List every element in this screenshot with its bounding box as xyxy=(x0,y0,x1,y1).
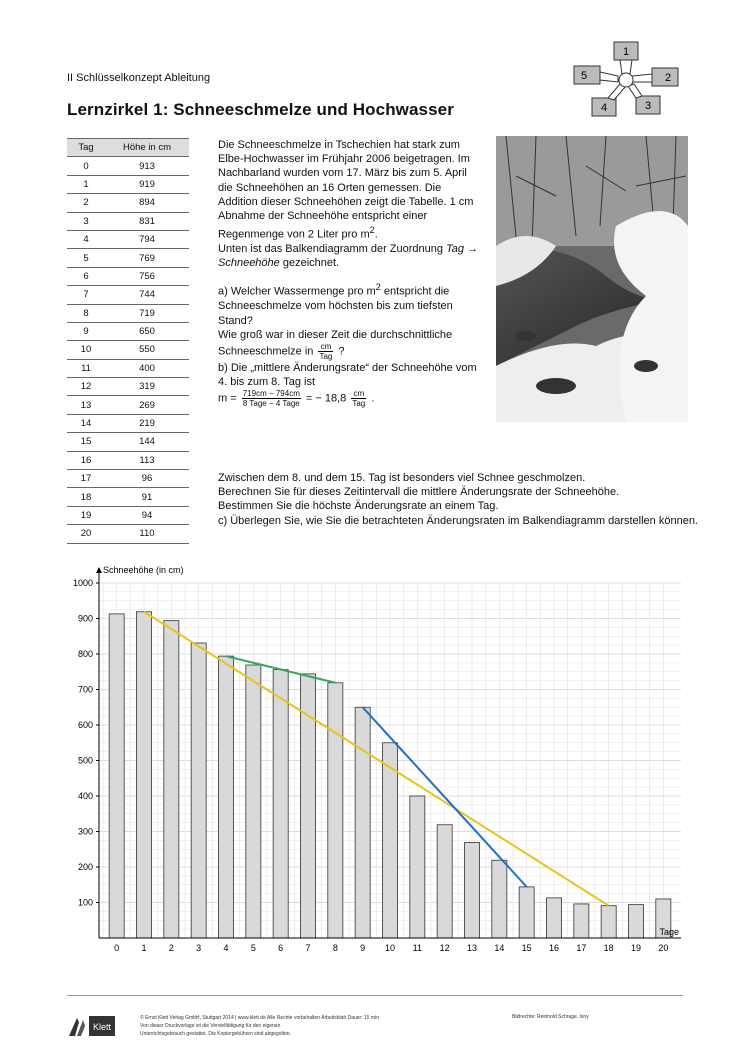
table-cell-height: 919 xyxy=(105,175,189,193)
table-row xyxy=(67,359,189,377)
table-cell-tag: 17 xyxy=(67,470,105,488)
bar-day-14 xyxy=(492,860,507,938)
bar-day-1 xyxy=(136,612,151,938)
table-row xyxy=(67,175,189,193)
x-tick-label: 12 xyxy=(439,943,450,953)
x-tick-label: 4 xyxy=(223,943,229,953)
bar-day-10 xyxy=(382,743,397,938)
table-cell-height: 91 xyxy=(105,488,189,506)
y-tick-label: 500 xyxy=(77,755,93,766)
table-cell-tag: 18 xyxy=(67,488,105,506)
bar-day-4 xyxy=(218,656,233,938)
x-tick-label: 9 xyxy=(360,943,366,953)
table-row xyxy=(67,341,189,359)
bar-day-2 xyxy=(164,621,179,938)
table-row xyxy=(67,212,189,230)
table-cell-tag: 3 xyxy=(67,212,105,230)
x-tick-label: 0 xyxy=(114,943,120,953)
table-cell-tag: 1 xyxy=(67,175,105,193)
table-cell-height: 94 xyxy=(105,506,189,524)
y-tick-label: 300 xyxy=(77,826,93,837)
table-row xyxy=(67,194,189,212)
y-tick-label: 800 xyxy=(77,649,93,659)
bar-day-11 xyxy=(410,796,425,938)
bar-day-6 xyxy=(273,670,288,938)
table-cell-height: 756 xyxy=(105,267,189,285)
table-cell-height: 219 xyxy=(105,414,189,432)
table-cell-tag: 6 xyxy=(67,267,105,285)
table-row xyxy=(67,488,189,506)
table-cell-tag: 4 xyxy=(67,230,105,248)
y-axis-label: Schneehöhe (in cm) xyxy=(103,565,184,575)
table-cell-tag: 11 xyxy=(67,359,105,377)
table-row xyxy=(67,470,189,488)
snowy-stream-photo xyxy=(496,136,688,422)
table-row xyxy=(67,267,189,285)
table-row xyxy=(67,414,189,432)
x-tick-label: 14 xyxy=(494,943,505,953)
table-cell-height: 719 xyxy=(105,304,189,322)
x-tick-label: 7 xyxy=(305,943,311,953)
table-row xyxy=(67,322,189,340)
table-cell-height: 550 xyxy=(105,341,189,359)
table-cell-tag: 10 xyxy=(67,341,105,359)
snow-height-table xyxy=(67,138,189,544)
table-header-tag: Tag xyxy=(67,139,105,157)
table-cell-tag: 15 xyxy=(67,433,105,451)
bar-day-0 xyxy=(109,614,124,938)
table-row xyxy=(67,286,189,304)
badge-number-4: 4 xyxy=(600,102,608,114)
table-row xyxy=(67,451,189,469)
task-b: b) Die „mittlere Änderungsrate“ der Schneehöhe vom 4. bis zum 8. Tag ist xyxy=(218,361,477,389)
table-cell-height: 769 xyxy=(105,249,189,267)
table-cell-tag: 0 xyxy=(67,157,105,175)
table-row xyxy=(67,249,189,267)
table-row xyxy=(67,433,189,451)
table-cell-tag: 7 xyxy=(67,286,105,304)
task-continuation: Zwischen dem 8. und dem 15. Tag ist besonders viel Schnee geschmolzen. Berechnen Sie für dieses Zeitintervall die mittlere Änderungsrate der Schneehöhe. Bestimmen Sie die höchste Änderungsrate an einem Tag. c) Überlegen Sie, wie Sie die betrachteten Änderungsraten im Balkendiagramm darstellen können. xyxy=(218,472,698,527)
rate-fraction: $\frac{719cm - 794cm}{\text{8 Tage − 4 Tage}}$ xyxy=(242,389,300,409)
table-cell-height: 831 xyxy=(105,212,189,230)
x-tick-label: 8 xyxy=(332,943,338,953)
table-cell-tag: 19 xyxy=(67,506,105,524)
bar-day-12 xyxy=(437,825,452,938)
x-tick-label: 15 xyxy=(521,943,532,953)
x-axis-label: Tage xyxy=(659,927,679,937)
y-tick-label: 600 xyxy=(77,720,93,730)
table-cell-tag: 13 xyxy=(67,396,105,414)
bar-day-13 xyxy=(464,843,479,938)
badge-number-5: 5 xyxy=(580,70,588,82)
bar-day-17 xyxy=(574,904,589,938)
x-tick-label: 20 xyxy=(658,943,669,953)
footer-copyright: © Ernst Klett Verlag GmbH, Stuttgart 2014 | www.klett.de Alle Rechte vorbehalten Arbeitsblatt Dauer: 15 min Von dieser Druckvorlage ist die Vervielfältigung für den eigenen Unterrichtsgebrauch gestattet. Die Kopiergebühren sind abgegolten. xyxy=(140,1015,379,1037)
table-row xyxy=(67,230,189,248)
rate-unit-fraction: $\frac{cm}{\text{Tag}}$ xyxy=(352,389,366,409)
x-tick-label: 5 xyxy=(250,943,256,953)
table-cell-height: 894 xyxy=(105,194,189,212)
table-cell-tag: 12 xyxy=(67,378,105,396)
table-cell-tag: 8 xyxy=(67,304,105,322)
table-header-height: Höhe in cm xyxy=(105,139,189,157)
x-tick-label: 18 xyxy=(603,943,614,953)
unit-fraction: $\frac{cm}{\text{Tag}}$ xyxy=(319,341,333,361)
x-tick-label: 11 xyxy=(412,943,423,953)
table-row xyxy=(67,304,189,322)
footer-image-credit: Bildrechte: Reinhold Schrage, Isny xyxy=(512,1014,589,1020)
y-tick-label: 1000 xyxy=(72,578,93,588)
badge-number-3: 3 xyxy=(644,100,652,112)
bar-day-15 xyxy=(519,887,534,938)
y-axis-arrow xyxy=(96,567,102,573)
bar-day-8 xyxy=(328,683,343,938)
table-cell-tag: 16 xyxy=(67,451,105,469)
table-row xyxy=(67,378,189,396)
y-tick-label: 900 xyxy=(77,613,93,624)
table-cell-tag: 14 xyxy=(67,414,105,432)
bar-day-19 xyxy=(628,905,643,938)
footer-divider xyxy=(67,995,683,996)
x-tick-label: 19 xyxy=(630,943,642,953)
intro-paragraph: Die Schneeschmelze in Tschechien hat stark zum Elbe-Hochwasser im Frühjahr 2006 beigetragen. Im Nachbarland wurden vom 17. März bis zum 5. April die Schneehöhen an 16 Orten gemessen. Die Addition dieser Schneehöhen zeigt die Tabelle. 1 cm Abnahme der Schneehöhe entspricht einer Regenmenge von 2 Liter pro $m^2$. xyxy=(218,139,474,241)
station-badge xyxy=(570,40,680,122)
bar-day-5 xyxy=(246,665,261,938)
bar-day-18 xyxy=(601,906,616,938)
x-tick-label: 6 xyxy=(278,943,284,953)
snow-height-bar-chart xyxy=(65,555,690,960)
task-b-formula: m = $\frac{719cm - 794cm}{\text{8 Tage − 4 Tage}}$ = − 18,8 $\frac{cm}{\text{Tag}}$ . xyxy=(218,389,375,409)
table-cell-tag: 2 xyxy=(67,194,105,212)
table-cell-height: 96 xyxy=(105,470,189,488)
y-tick-label: 200 xyxy=(77,862,93,872)
table-cell-height: 319 xyxy=(105,378,189,396)
table-row xyxy=(67,396,189,414)
x-tick-label: 13 xyxy=(466,943,478,953)
table-cell-height: 794 xyxy=(105,230,189,248)
table-cell-height: 650 xyxy=(105,322,189,340)
table-row xyxy=(67,157,189,175)
x-tick-label: 2 xyxy=(168,943,174,953)
table-cell-height: 144 xyxy=(105,433,189,451)
x-tick-label: 16 xyxy=(548,943,560,953)
y-tick-label: 400 xyxy=(77,791,93,801)
table-cell-height: 110 xyxy=(105,525,189,543)
klett-logo-text: Klett xyxy=(92,1022,112,1032)
badge-number-2: 2 xyxy=(664,72,672,84)
y-tick-label: 100 xyxy=(77,897,93,908)
table-cell-tag: 5 xyxy=(67,249,105,267)
table-cell-tag: 9 xyxy=(67,322,105,340)
table-cell-tag: 20 xyxy=(67,525,105,543)
table-cell-height: 913 xyxy=(105,157,189,175)
table-cell-height: 113 xyxy=(105,451,189,469)
x-tick-label: 17 xyxy=(576,943,587,953)
task-a-question: Wie groß war in dieser Zeit die durchschnittliche Schneeschmelze in $\frac{cm}{\text{Tag}}$ ? xyxy=(218,328,453,361)
bar-day-9 xyxy=(355,707,370,938)
badge-number-1: 1 xyxy=(622,46,630,58)
task-a: a) Welcher Wassermenge pro $m^2$ entspricht die Schneeschmelze vom höchsten bis zum tiefsten Stand? xyxy=(218,282,453,327)
table-cell-height: 269 xyxy=(105,396,189,414)
table-cell-height: 400 xyxy=(105,359,189,377)
page-title: Lernzirkel 1: Schneeschmelze und Hochwasser xyxy=(67,100,454,119)
table-cell-height: 744 xyxy=(105,286,189,304)
intro-diagram-sentence: Unten ist das Balkendiagramm der Zuordnung Tag → Schneehöhe gezeichnet. xyxy=(218,243,479,270)
y-tick-label: 700 xyxy=(77,684,93,695)
bar-day-16 xyxy=(546,898,561,938)
bar-day-3 xyxy=(191,643,206,938)
bar-day-7 xyxy=(300,674,315,938)
klett-logo xyxy=(67,1014,115,1038)
section-header: II Schlüsselkonzept Ableitung xyxy=(67,72,211,84)
table-row xyxy=(67,525,189,543)
x-tick-label: 1 xyxy=(141,943,147,953)
intro-text xyxy=(218,138,483,408)
x-tick-label: 10 xyxy=(384,943,396,953)
table-row xyxy=(67,506,189,524)
x-tick-label: 3 xyxy=(196,943,202,953)
